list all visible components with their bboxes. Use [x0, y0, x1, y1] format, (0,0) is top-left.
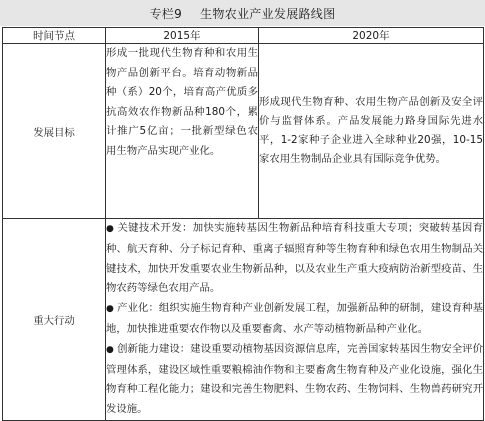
bullet-icon: ● [106, 304, 114, 315]
goals-row [3, 44, 484, 219]
roadmap-table [2, 27, 484, 421]
table-caption [0, 0, 485, 26]
header-2020: 2020年 [259, 28, 484, 44]
bullet-icon: ● [106, 224, 114, 234]
actions-row [3, 219, 484, 421]
goals-label: 发展目标 [3, 44, 106, 219]
action-item [106, 340, 483, 420]
action-item-text: 产业化：组织实施生物育种产业创新发展工程，加强新品种的研制，建设育种基地，加快推进重要农作物以及重要畜禽、水产等动植物新品种产业化。 [106, 302, 483, 335]
goals-2015-cell: 形成一批现代生物育种和农用生物产品创新平台。培育动物新品种（系）20个，培育高产优质多抗高效农作物新品种180个，累计推广5亿亩；一批新型绿色农用生物产品实现产业化。 [106, 44, 259, 219]
caption-title: 生物农业产业发展路线图 [200, 6, 336, 21]
action-item-text: 创新能力建设：建设重要动植物基因资源信息库，完善国家转基因生物安全评价管理体系，建设区域性重要粮棉油作物和主要畜禽生物育种及产业化设施，强化生物育种工程化能力；建设和完善生物肥料、生物农药、生物饲料、生物兽药研究开发设施。 [106, 342, 483, 416]
caption-label: 专栏9 [149, 6, 183, 21]
header-2015: 2015年 [106, 28, 259, 44]
action-item-text: 关键技术开发：加快实施转基因生物新品种培育科技重大专项；突破转基因育种、航天育种、分子标记育种、重离子辐照育种等生物育种和绿色农用生物制品关键技术，加快开发重要农业生物新品种，以及农业生产重大疫病防治新型疫苗、生物农药等绿色农用产品。 [106, 222, 483, 295]
header-row [3, 28, 484, 44]
action-item [106, 299, 483, 340]
actions-label: 重大行动 [3, 219, 106, 421]
action-item [106, 219, 483, 299]
actions-cell [106, 219, 484, 421]
header-time-node: 时间节点 [3, 28, 106, 44]
goals-2020-cell: 形成现代生物育种、农用生物产品创新及安全评价与监督体系。产品发展能力路身国际先进水平，1-2家种子企业进入全球种业20强，10-15家农用生物制品企业具有国际竞争优势。 [259, 44, 484, 219]
bullet-icon: ● [106, 344, 114, 355]
